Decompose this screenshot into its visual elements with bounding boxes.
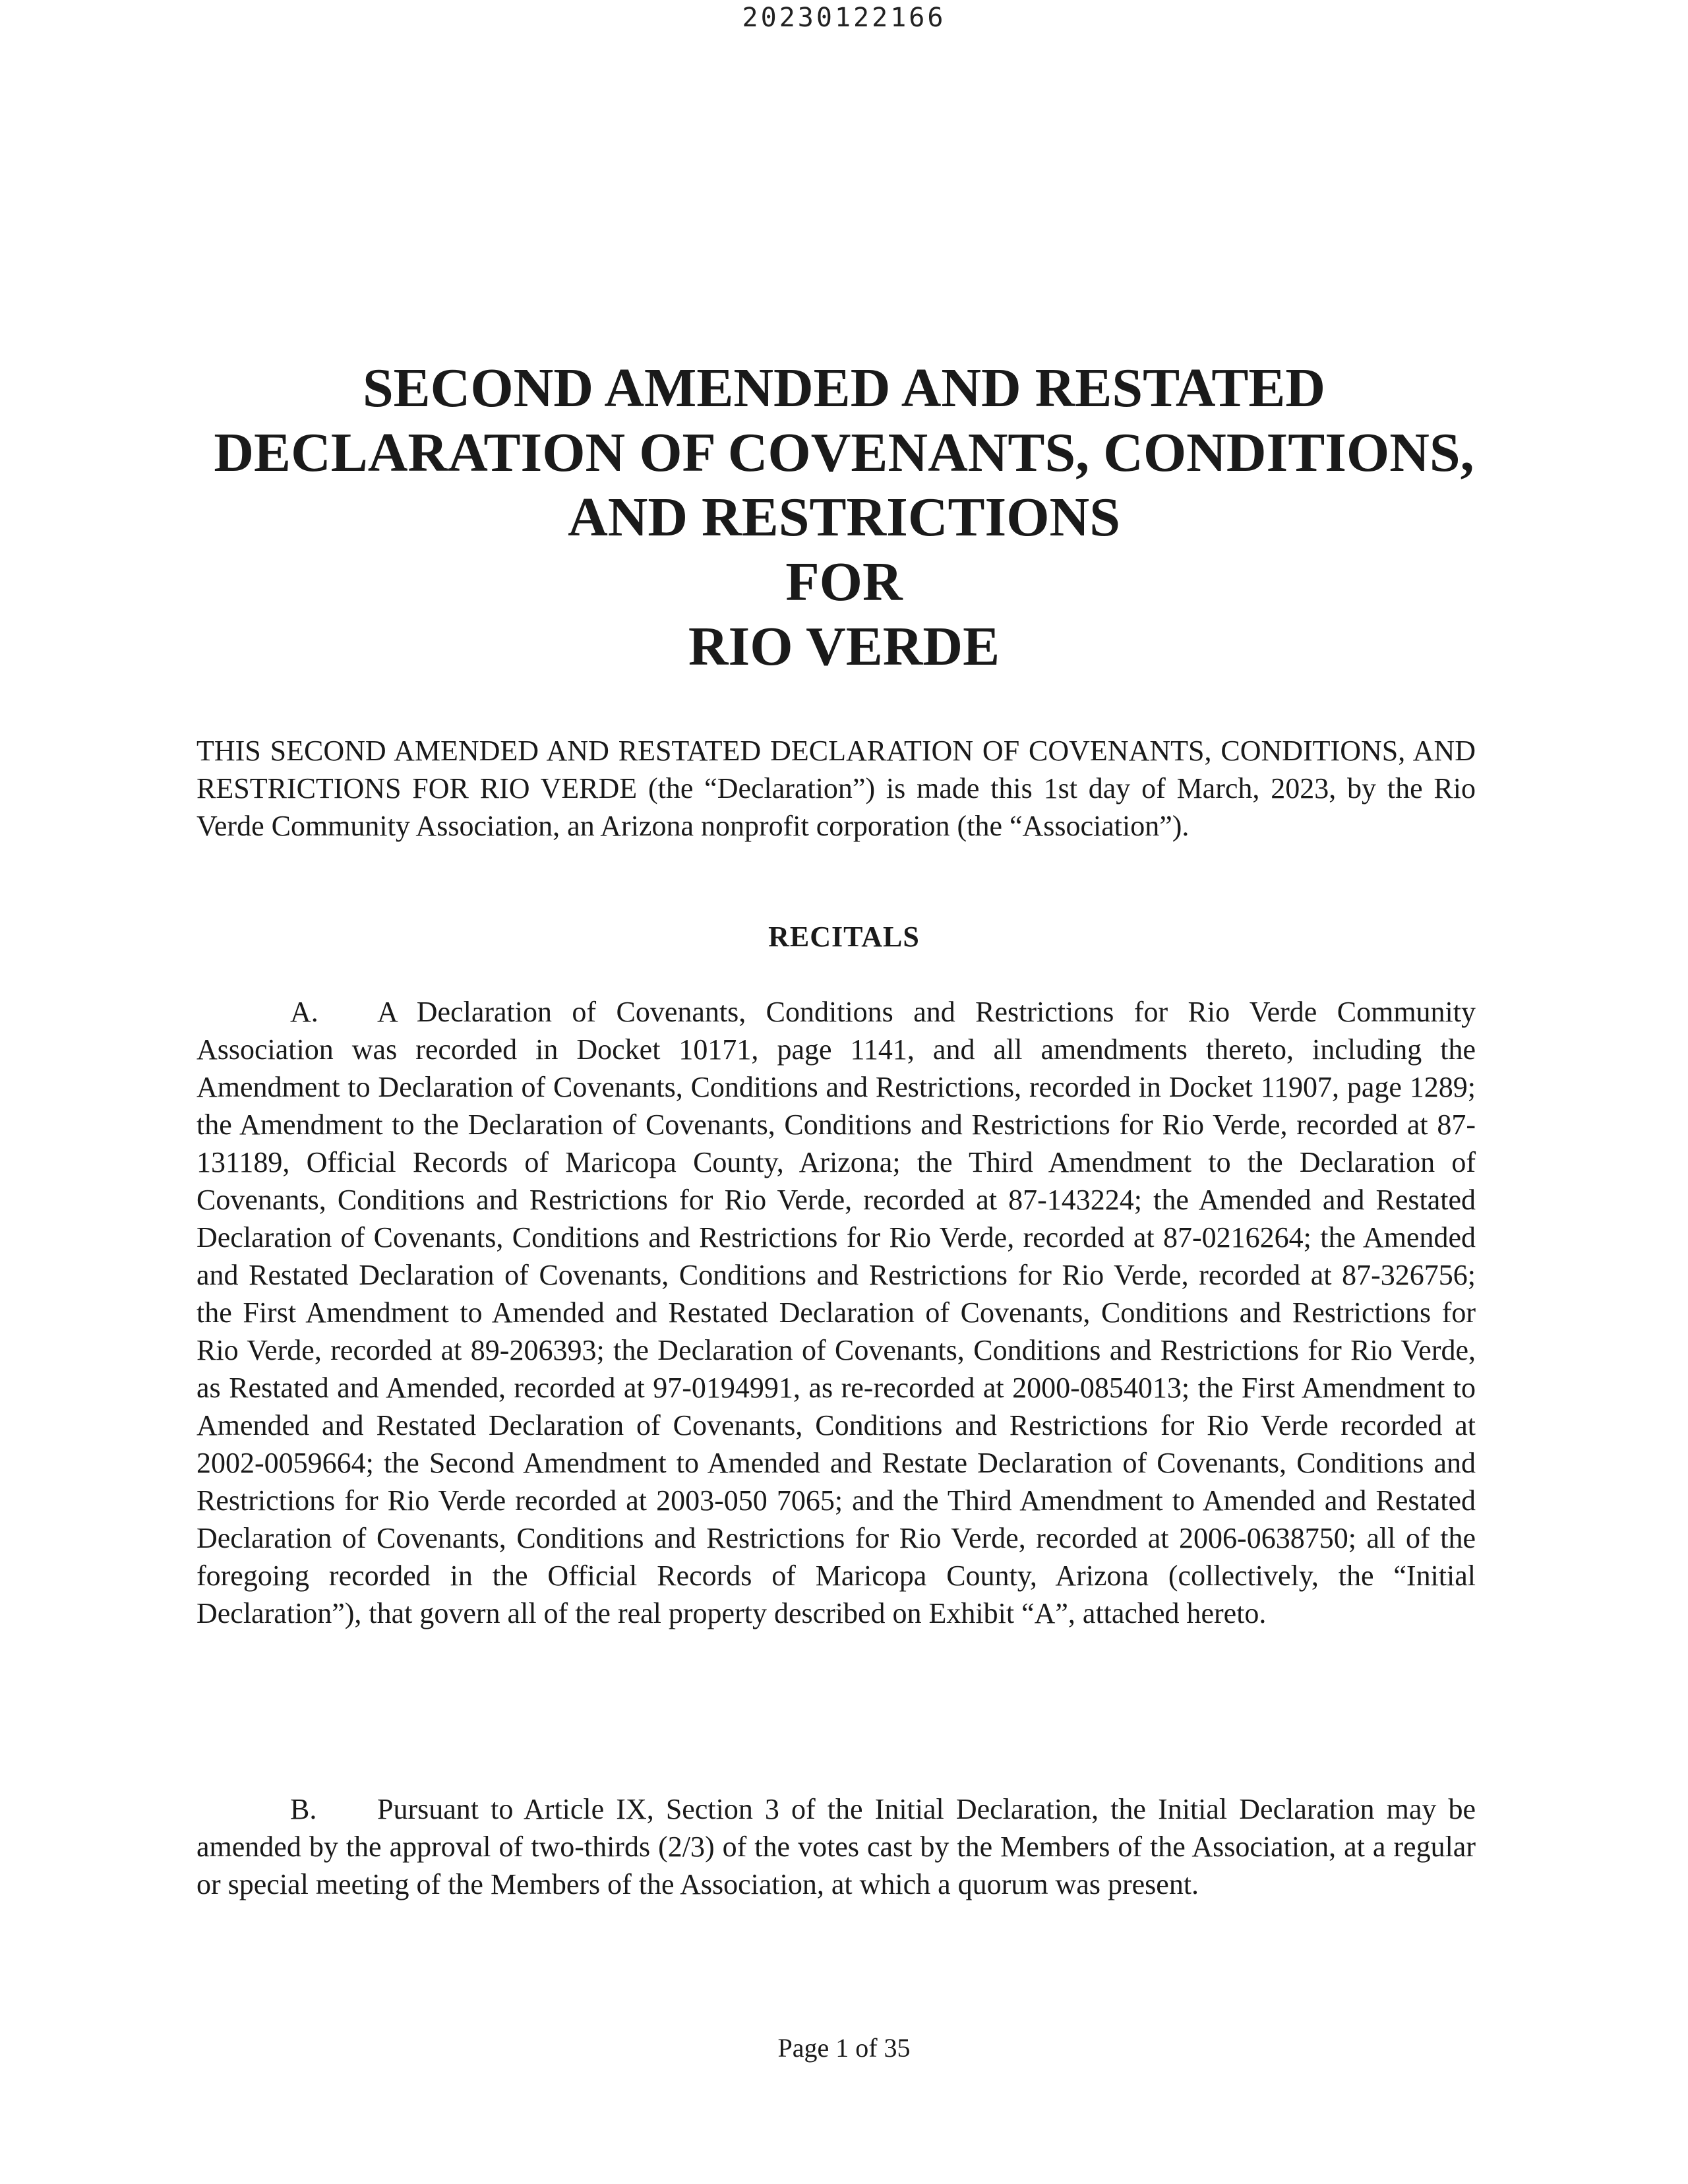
title-line-5: RIO VERDE xyxy=(688,616,1000,677)
intro-paragraph: THIS SECOND AMENDED AND RESTATED DECLARATION OF COVENANTS, CONDITIONS, AND RESTRICTIONS FOR RIO VERDE (the “Declaration”) is made this 1st day of March, 2023, by the Rio Verde Community Association, an Arizona nonprofit corporation (the “Association”). xyxy=(196,735,1476,842)
title-line-2: DECLARATION OF COVENANTS, CONDITIONS, xyxy=(214,422,1474,483)
title-line-1: SECOND AMENDED AND RESTATED xyxy=(362,357,1326,419)
recital-a-paragraph xyxy=(196,993,1476,1632)
recital-b-marker: B. xyxy=(290,1793,317,1825)
recital-b-paragraph xyxy=(196,1790,1476,1903)
document-title xyxy=(185,356,1503,679)
recital-a-text: A Declaration of Covenants, Conditions and Restrictions for Rio Verde Community Association was recorded in Docket 10171, page 1141, and all amendments thereto, including the Amendment to Declaration of Covenants, Conditions and Restrictions, recorded in Docket 11907, page 1289; the Amendment to the Declaration of Covenants, Conditions and Restrictions for Rio Verde, recorded at 87-131189, Official Records of Maricopa County, Arizona; the Third Amendment to the Declaration of Covenants, Conditions and Restrictions for Rio Verde, recorded at 87-143224; the Amended and Restated Declaration of Covenants, Conditions and Restrictions for Rio Verde, recorded at 87-0216264; the Amended and Restated Declaration of Covenants, Conditions and Restrictions for Rio Verde, recorded at 87-326756; the First Amendment to Amended and Restated Declaration of Covenants, Conditions and Restrictions for Rio Verde, recorded at 89-206393; the Declaration of Covenants, Conditions and Restrictions for Rio Verde, as Restated and Amended, recorded at 97-0194991, as re-recorded at 2000-0854013; the First Amendment to Amended and Restated Declaration of Covenants, Conditions and Restrictions for Rio Verde recorded at 2002-0059664; the Second Amendment to Amended and Restate Declaration of Covenants, Conditions and Restrictions for Rio Verde recorded at 2003-050 7065; and the Third Amendment to Amended and Restated Declaration of Covenants, Conditions and Restrictions for Rio Verde, recorded at 2006-0638750; all of the foregoing recorded in the Official Records of Maricopa County, Arizona (collectively, the “Initial Declaration”), that govern all of the real property described on Exhibit “A”, attached hereto. xyxy=(196,996,1476,1629)
page-number: Page 1 of 35 xyxy=(777,2033,911,2063)
recitals-heading: RECITALS xyxy=(768,921,920,953)
title-line-4: FOR xyxy=(785,551,903,613)
recording-number: 20230122166 xyxy=(742,3,946,33)
title-line-3: AND RESTRICTIONS xyxy=(568,487,1120,548)
recital-b-text: Pursuant to Article IX, Section 3 of the Initial Declaration, the Initial Declaration may be amended by the approval of two-thirds (2/3) of the votes cast by the Members of the Association, at a regular or special meeting of the Members of the Association, at which a quorum was present. xyxy=(196,1793,1476,1900)
recital-a-marker: A. xyxy=(290,996,318,1028)
